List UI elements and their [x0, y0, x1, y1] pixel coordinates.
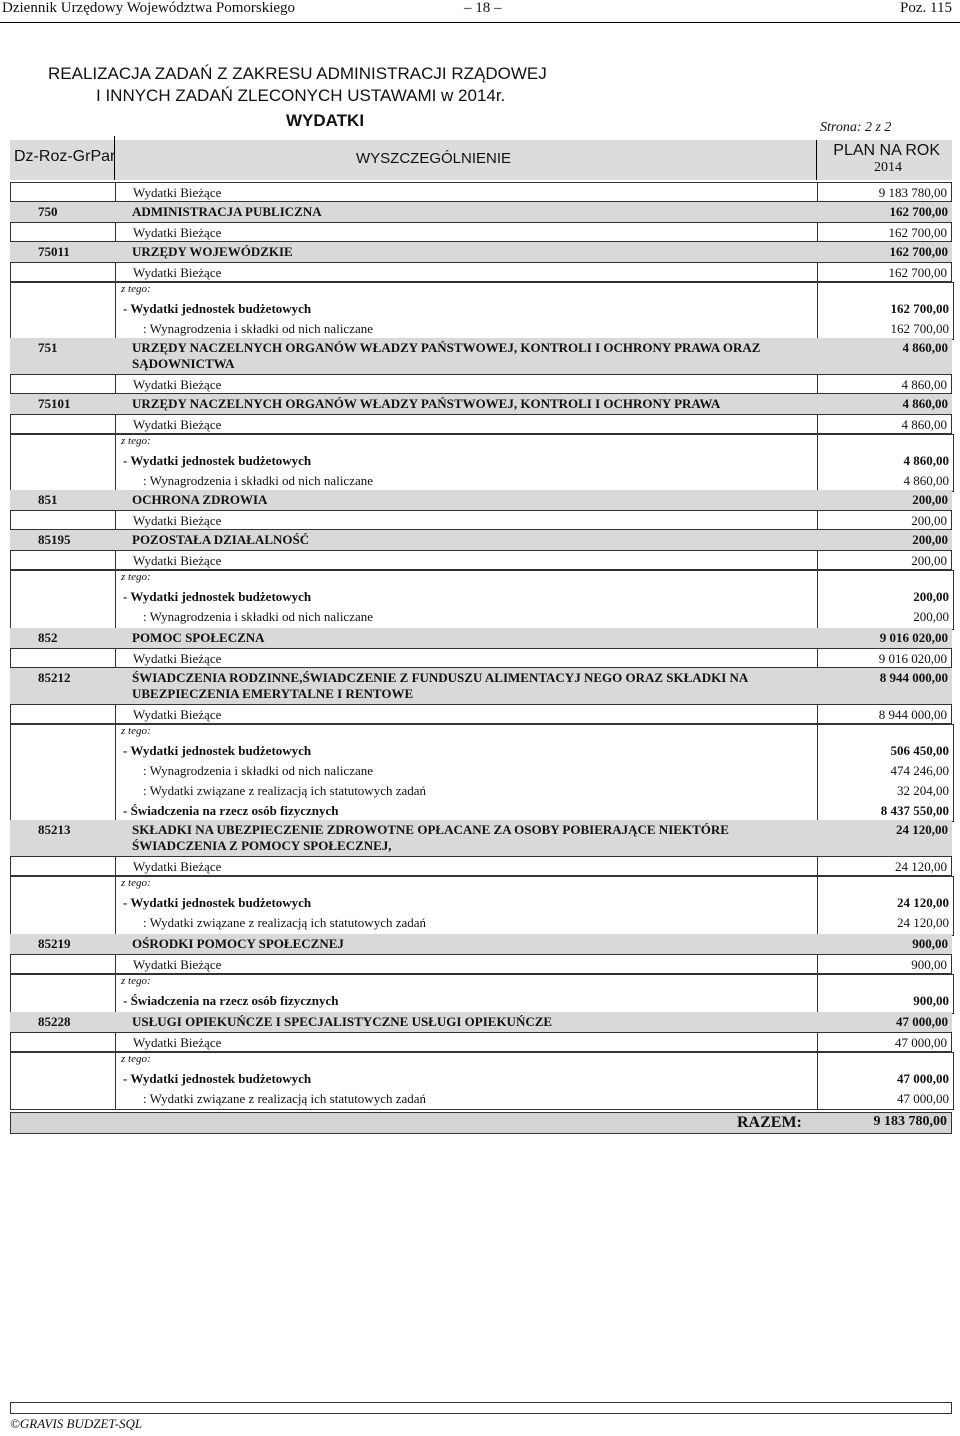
page-number: – 18 – — [464, 0, 502, 16]
table-row — [10, 628, 952, 648]
row-desc: SKŁADKI NA UBEZPIECZENIE ZDROWOTNE OPŁACANE ZA OSOBY POBIERAJĄCE NIEKTÓRE ŚWIADCZENIA Z POMOCY SPOŁECZNEJ, — [132, 822, 729, 853]
col-divider — [115, 705, 116, 723]
col-divider — [115, 571, 116, 629]
row-amount: 506 450,00 — [890, 743, 949, 758]
row-desc: POMOC SPOŁECZNA — [132, 630, 265, 645]
row-desc: Wydatki Bieżące — [133, 957, 222, 972]
sub-desc: : Wynagrodzenia i składki od nich naliczane — [143, 321, 374, 336]
row-amount: 4 860,00 — [901, 377, 947, 392]
row-amount: 8 437 550,00 — [880, 803, 949, 818]
row-amount: 4 860,00 — [903, 453, 949, 468]
row-code: 85212 — [38, 670, 71, 685]
row-amount: 32 204,00 — [897, 783, 949, 798]
row-code: 85213 — [38, 822, 71, 837]
col-divider — [114, 136, 115, 180]
row-desc: OŚRODKI POMOCY SPOŁECZNEJ — [132, 936, 344, 951]
table-row — [10, 550, 952, 570]
row-desc: Wydatki Bieżące — [133, 225, 222, 240]
doc-title-line2: I INNYCH ZADAŃ ZLECONYCH USTAWAMI w 2014r. — [96, 86, 506, 105]
sub-desc: - Wydatki jednostek budżetowych — [123, 743, 312, 758]
row-amount: 162 700,00 — [888, 225, 947, 240]
header-rule — [0, 22, 960, 23]
table-row — [10, 856, 952, 876]
row-amount: 162 700,00 — [888, 265, 947, 280]
table-row — [10, 704, 952, 724]
sub-desc: : Wynagrodzenia i składki od nich naliczane — [143, 763, 374, 778]
row-amount: 4 860,00 — [902, 396, 948, 411]
col-divider — [115, 415, 116, 433]
col-divider — [115, 1053, 116, 1109]
row-code: 85219 — [38, 936, 71, 951]
row-amount: 900,00 — [912, 936, 948, 951]
table-row — [10, 394, 952, 414]
row-amount: 162 700,00 — [889, 204, 948, 219]
row-amount: 24 120,00 — [897, 895, 949, 910]
sub-desc: - Wydatki jednostek budżetowych — [123, 453, 312, 468]
doc-title-wydatki: WYDATKI — [286, 111, 365, 130]
col-divider — [115, 283, 116, 339]
table-row — [10, 222, 952, 242]
ztego-label: z tego: — [121, 283, 151, 295]
col-divider — [115, 263, 116, 281]
row-desc: Wydatki Bieżące — [133, 377, 222, 392]
row-amount: 162 700,00 — [890, 321, 949, 336]
row-amount: 47 000,00 — [896, 1014, 948, 1029]
sub-desc: - Wydatki jednostek budżetowych — [123, 895, 312, 910]
position-number: Poz. 115 — [900, 0, 952, 16]
col-divider — [115, 877, 116, 935]
row-amount: 200,00 — [911, 553, 947, 568]
sub-desc: - Wydatki jednostek budżetowych — [123, 301, 312, 316]
row-desc: ADMINISTRACJA PUBLICZNA — [132, 204, 322, 219]
row-code: 750 — [38, 204, 58, 219]
total-value: 9 183 780,00 — [873, 1114, 947, 1129]
row-desc: USŁUGI OPIEKUŃCZE I SPECJALISTYCZNE USŁUGI OPIEKUŃCZE — [132, 1014, 553, 1029]
col-divider — [115, 975, 116, 1013]
row-amount: 24 120,00 — [896, 822, 948, 837]
col-divider — [817, 955, 818, 973]
row-amount: 9 016 020,00 — [878, 651, 947, 666]
row-code: 75101 — [38, 396, 71, 411]
table-row — [10, 510, 952, 530]
row-desc: URZĘDY WOJEWÓDZKIE — [132, 244, 293, 259]
sub-desc: : Wydatki związane z realizacją ich statutowych zadań — [143, 1091, 427, 1106]
sub-desc: - Świadczenia na rzecz osób fizycznych — [123, 993, 339, 1008]
sub-desc: - Wydatki jednostek budżetowych — [123, 589, 312, 604]
col-divider — [816, 140, 817, 180]
col-divider — [817, 375, 818, 393]
table-row — [10, 530, 952, 550]
row-amount: 9 016 020,00 — [879, 630, 948, 645]
table-row — [10, 374, 952, 394]
page-header — [0, 0, 960, 24]
col-divider — [817, 511, 818, 529]
row-amount: 200,00 — [912, 532, 948, 547]
sub-desc: - Wydatki jednostek budżetowych — [123, 1071, 312, 1086]
col-divider — [817, 877, 818, 935]
col-divider — [115, 857, 116, 875]
table-row — [10, 934, 952, 954]
row-amount: 162 700,00 — [889, 244, 948, 259]
row-amount: 162 700,00 — [890, 301, 949, 316]
row-amount: 200,00 — [913, 589, 949, 604]
row-code: 851 — [38, 492, 58, 507]
page-indicator: Strona: 2 z 2 — [820, 120, 892, 135]
col-divider — [817, 725, 818, 821]
row-desc: Wydatki Bieżące — [133, 707, 222, 722]
row-amount: 8 944 000,00 — [878, 707, 947, 722]
row-amount: 8 944 000,00 — [879, 670, 948, 685]
sub-desc: : Wydatki związane z realizacją ich statutowych zadań — [143, 783, 427, 798]
table-row — [10, 182, 952, 202]
ztego-label: z tego: — [121, 571, 151, 583]
table-row — [10, 338, 952, 374]
col-divider — [817, 283, 818, 339]
row-code: 75011 — [38, 244, 70, 259]
sub-desc: : Wydatki związane z realizacją ich statutowych zadań — [143, 915, 427, 930]
breakdown-block — [10, 570, 954, 630]
row-amount: 4 860,00 — [903, 473, 949, 488]
col-divider — [817, 571, 818, 629]
col-divider — [115, 551, 116, 569]
col-divider — [115, 223, 116, 241]
table-row — [10, 262, 952, 282]
row-desc: Wydatki Bieżące — [133, 859, 222, 874]
col-divider — [817, 223, 818, 241]
col-divider — [115, 649, 116, 667]
footer-box — [10, 1402, 952, 1414]
sub-desc: : Wynagrodzenia i składki od nich naliczane — [143, 609, 374, 624]
row-desc: Wydatki Bieżące — [133, 265, 222, 280]
row-code: 852 — [38, 630, 58, 645]
row-amount: 24 120,00 — [897, 915, 949, 930]
col-divider — [115, 955, 116, 973]
row-desc: URZĘDY NACZELNYCH ORGANÓW WŁADZY PAŃSTWOWEJ, KONTROLI I OCHRONY PRAWA — [132, 396, 721, 411]
table-row — [10, 668, 952, 704]
row-code: 85195 — [38, 532, 71, 547]
breakdown-block — [10, 282, 954, 340]
col-plan-year: 2014 — [874, 160, 902, 175]
col-divider — [115, 1033, 116, 1051]
breakdown-block — [10, 974, 954, 1014]
row-desc: Wydatki Bieżące — [133, 553, 222, 568]
row-code: 751 — [38, 340, 58, 355]
col-divider — [817, 415, 818, 433]
breakdown-block — [10, 434, 954, 492]
journal-title: Dziennik Urzędowy Województwa Pomorskiego — [2, 0, 296, 16]
row-desc: ŚWIADCZENIA RODZINNE,ŚWIADCZENIE Z FUNDUSZU ALIMENTACYJ NEGO ORAZ SKŁADKI NA UBEZPIECZENIA EMERYTALNE I RENTOWE — [132, 670, 748, 701]
col-divider — [115, 375, 116, 393]
col-plan-header: PLAN NA ROK — [833, 142, 940, 159]
row-amount: 9 183 780,00 — [878, 185, 947, 200]
col-divider — [115, 183, 116, 201]
table-row — [10, 954, 952, 974]
ztego-label: z tego: — [121, 877, 151, 889]
row-amount: 24 120,00 — [895, 859, 947, 874]
breakdown-block — [10, 876, 954, 936]
row-amount: 4 860,00 — [901, 417, 947, 432]
row-code: 85228 — [38, 1014, 71, 1029]
row-amount: 900,00 — [913, 993, 949, 1008]
breakdown-block — [10, 1052, 954, 1110]
row-desc: Wydatki Bieżące — [133, 1035, 222, 1050]
total-label: RAZEM: — [737, 1114, 802, 1131]
col-divider — [817, 975, 818, 1013]
table-row — [10, 1032, 952, 1052]
row-amount: 47 000,00 — [895, 1035, 947, 1050]
sub-desc: : Wynagrodzenia i składki od nich naliczane — [143, 473, 374, 488]
ztego-label: z tego: — [121, 1053, 151, 1065]
row-amount: 47 000,00 — [897, 1071, 949, 1086]
col-divider — [817, 551, 818, 569]
ztego-label: z tego: — [121, 725, 151, 737]
col-desc-header: WYSZCZEGÓLNIENIE — [356, 150, 512, 167]
col-divider — [115, 511, 116, 529]
col-divider — [817, 1033, 818, 1051]
row-desc: Wydatki Bieżące — [133, 417, 222, 432]
table-row — [10, 202, 952, 222]
col-divider — [817, 649, 818, 667]
row-desc: Wydatki Bieżące — [133, 651, 222, 666]
row-desc: URZĘDY NACZELNYCH ORGANÓW WŁADZY PAŃSTWOWEJ, KONTROLI I OCHRONY PRAWA ORAZ SĄDOWNICTWA — [132, 340, 761, 371]
row-amount: 474 246,00 — [890, 763, 949, 778]
table-row — [10, 414, 952, 434]
ztego-label: z tego: — [121, 975, 151, 987]
row-desc: Wydatki Bieżące — [133, 513, 222, 528]
row-desc: OCHRONA ZDROWIA — [132, 492, 268, 507]
table-row — [10, 242, 952, 262]
total-row — [10, 1112, 952, 1134]
row-amount: 47 000,00 — [897, 1091, 949, 1106]
col-divider — [817, 435, 818, 491]
row-amount: 200,00 — [912, 492, 948, 507]
row-amount: 900,00 — [911, 957, 947, 972]
row-desc: Wydatki Bieżące — [133, 185, 222, 200]
row-amount: 200,00 — [913, 609, 949, 624]
col-code-header: Dz-Roz-GrPar — [14, 148, 116, 165]
col-divider — [115, 725, 116, 821]
table-row — [10, 1012, 952, 1032]
col-divider — [817, 263, 818, 281]
table-row — [10, 490, 952, 510]
sub-desc: - Świadczenia na rzecz osób fizycznych — [123, 803, 339, 818]
row-amount: 4 860,00 — [902, 340, 948, 355]
col-divider — [817, 705, 818, 723]
row-amount: 200,00 — [911, 513, 947, 528]
col-divider — [817, 183, 818, 201]
col-divider — [817, 1053, 818, 1109]
col-divider — [817, 857, 818, 875]
row-desc: POZOSTAŁA DZIAŁALNOŚĆ — [132, 532, 310, 547]
breakdown-block — [10, 724, 954, 822]
ztego-label: z tego: — [121, 435, 151, 447]
col-divider — [115, 435, 116, 491]
doc-title-line1: REALIZACJA ZADAŃ Z ZAKRESU ADMINISTRACJI RZĄDOWEJ — [48, 64, 547, 83]
table-header — [10, 140, 952, 180]
table-row — [10, 820, 952, 856]
table-row — [10, 648, 952, 668]
footer-copyright: ©GRAVIS BUDZET-SQL — [10, 1416, 143, 1431]
